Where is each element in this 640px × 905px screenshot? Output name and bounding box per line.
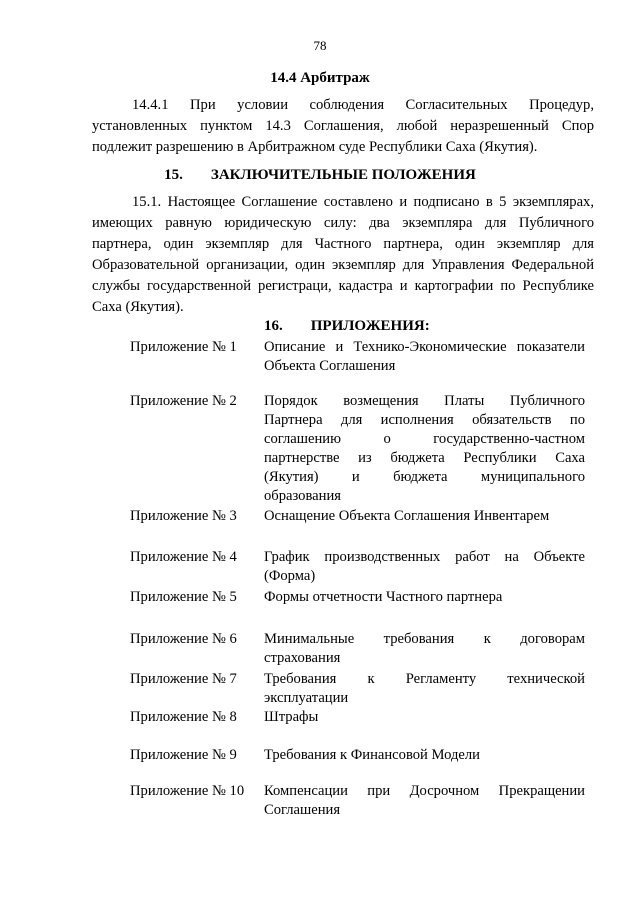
- paragraph-line: Образовательной организации, один экземпляр для Управления Федеральной: [92, 257, 594, 273]
- section-16-title: [264, 318, 430, 335]
- paragraph-line: имеющих равную юридическую силу: два экземпляра для Публичного: [92, 215, 594, 231]
- section-number: 15.: [164, 167, 183, 183]
- paragraph-line: службы государственной регистраци, кадастра и картографии по Республике: [92, 278, 594, 294]
- section-14-4-paragraph: [92, 95, 594, 158]
- paragraph-line: 14.4.1 При условии соблюдения Согласительных Процедур,: [132, 97, 594, 113]
- appendix-description-line: страхования: [264, 650, 341, 666]
- appendix-description-line: Минимальные требования к договорам: [264, 631, 585, 647]
- appendix-description-line: Формы отчетности Частного партнера: [264, 589, 503, 605]
- appendix-label: Приложение № 1: [130, 339, 237, 355]
- paragraph-line: подлежит разрешению в Арбитражном суде Республики Саха (Якутия).: [92, 139, 538, 155]
- paragraph-line: установленных пунктом 14.3 Соглашения, любой неразрешенный Спор: [92, 118, 594, 134]
- appendix-description-line: эксплуатации: [264, 690, 349, 706]
- paragraph-line: Саха (Якутия).: [92, 299, 184, 315]
- appendix-label: Приложение № 6: [130, 631, 237, 647]
- appendix-description-line: образования: [264, 488, 341, 504]
- appendix-description: [264, 392, 585, 506]
- appendix-label: Приложение № 7: [130, 671, 237, 687]
- appendix-description: [264, 746, 585, 765]
- appendix-description-line: (Форма): [264, 568, 316, 584]
- appendix-description-line: Соглашения: [264, 802, 341, 818]
- appendix-description-line: Описание и Технико-Экономические показатели: [264, 339, 585, 355]
- appendix-description-line: График производственных работ на Объекте: [264, 549, 585, 565]
- paragraph-line: партнера, один экземпляр для Частного партнера, один экземпляр для: [92, 236, 594, 252]
- appendix-description-line: (Якутия) и бюджета муниципального: [264, 469, 585, 485]
- section-15-paragraph: [92, 192, 594, 318]
- appendix-description: [264, 670, 585, 708]
- appendix-label: Приложение № 9: [130, 747, 237, 763]
- appendix-description-line: партнерстве из бюджета Республики Саха: [264, 450, 585, 466]
- page-number: 78: [313, 38, 327, 53]
- appendix-description-line: Требования к Регламенту технической: [264, 671, 585, 687]
- appendix-label: Приложение № 4: [130, 549, 237, 565]
- section-heading: ПРИЛОЖЕНИЯ:: [310, 318, 430, 334]
- appendix-description-line: Оснащение Объекта Соглашения Инвентарем: [264, 508, 550, 524]
- appendix-label: Приложение № 2: [130, 393, 237, 409]
- appendix-description: [264, 588, 585, 607]
- appendix-description: [264, 630, 585, 668]
- section-14-4-title: 14.4 Арбитраж: [270, 70, 370, 86]
- appendix-description: [264, 548, 585, 586]
- appendix-description-line: Порядок возмещения Платы Публичного: [264, 393, 585, 409]
- appendix-description-line: Партнера для исполнения обязательств по: [264, 412, 585, 428]
- section-15-title: [0, 167, 640, 184]
- appendix-description: [264, 338, 585, 376]
- section-heading: ЗАКЛЮЧИТЕЛЬНЫЕ ПОЛОЖЕНИЯ: [210, 167, 476, 183]
- appendix-label: Приложение № 8: [130, 709, 237, 725]
- section-number: 16.: [264, 318, 283, 334]
- appendix-description: [264, 782, 585, 820]
- appendix-description: [264, 507, 585, 526]
- paragraph-line: 15.1. Настоящее Соглашение составлено и подписано в 5 экземплярах,: [132, 194, 594, 210]
- appendix-description: [264, 708, 585, 727]
- appendix-description-line: соглашению о государственно-частном: [264, 431, 585, 447]
- appendix-description-line: Объекта Соглашения: [264, 358, 396, 374]
- appendix-label: Приложение № 10: [130, 783, 245, 799]
- appendix-label: Приложение № 3: [130, 508, 237, 524]
- appendix-description-line: Требования к Финансовой Модели: [264, 747, 480, 763]
- appendix-description-line: Штрафы: [264, 709, 319, 725]
- appendix-description-line: Компенсации при Досрочном Прекращении: [264, 783, 585, 799]
- appendix-label: Приложение № 5: [130, 589, 237, 605]
